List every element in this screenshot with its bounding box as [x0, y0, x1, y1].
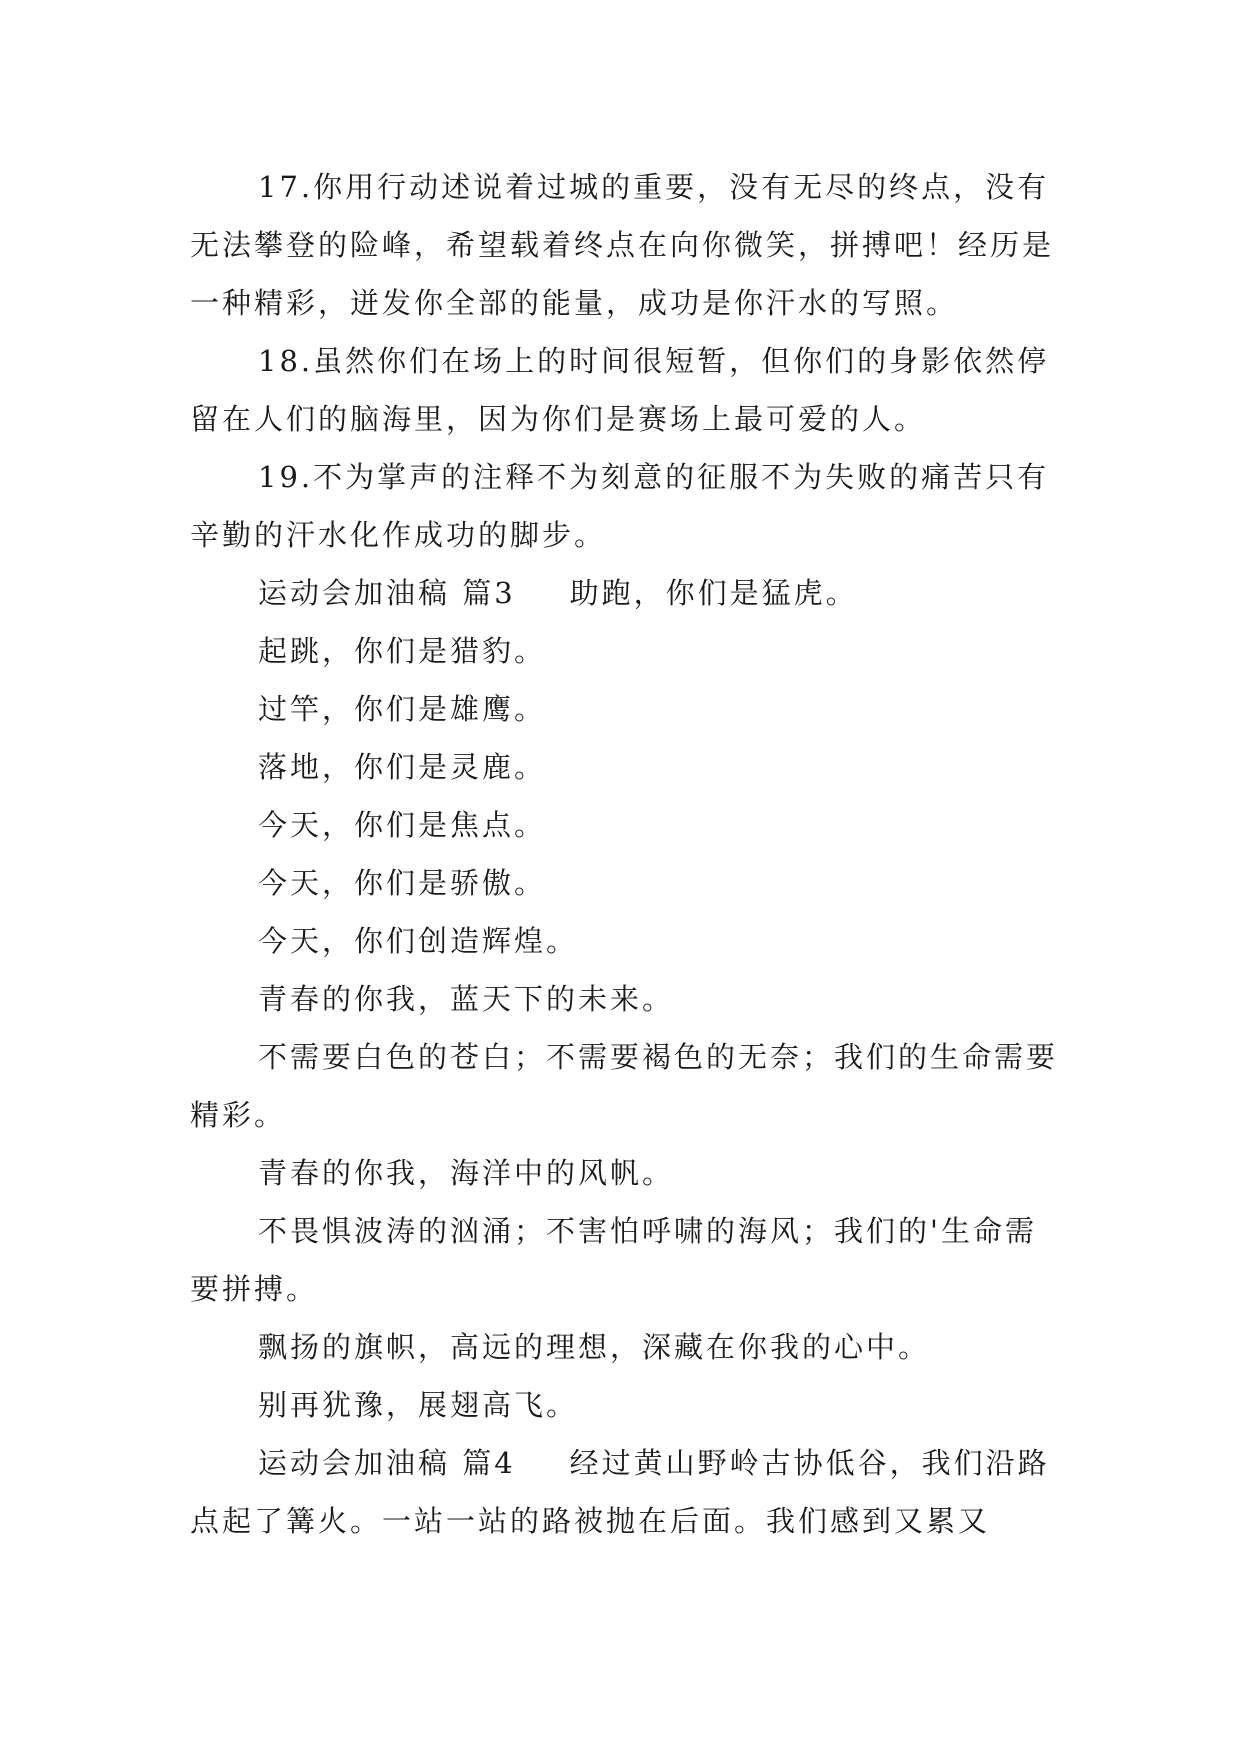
- paragraph-text: 不需要白色的苍白；不需要褐色的无奈；我们的生命需要精彩。: [190, 1040, 1059, 1132]
- paragraph-line: [190, 1318, 1060, 1376]
- paragraph-line: [190, 796, 1060, 854]
- paragraph-text: 助跑，你们是猛虎。: [569, 576, 858, 610]
- paragraph-text: 今天，你们是骄傲。: [258, 866, 547, 900]
- section-4-start: [190, 1434, 1060, 1550]
- paragraph-text: 飘扬的旗帜，高远的理想，深藏在你我的心中。: [258, 1330, 931, 1364]
- paragraph-text: 起跳，你们是猎豹。: [258, 634, 547, 668]
- paragraph-text: 青春的你我，蓝天下的未来。: [258, 982, 675, 1016]
- section-3-start: [190, 564, 1060, 622]
- paragraph-text: 19.不为掌声的注释不为刻意的征服不为失败的痛苦只有辛勤的汗水化作成功的脚步。: [190, 460, 1050, 552]
- paragraph-text: 不畏惧波涛的汹涌；不害怕呼啸的海风；我们的'生命需要拼搏。: [190, 1214, 1037, 1306]
- paragraph-19: [190, 448, 1060, 564]
- paragraph-line: [190, 1028, 1060, 1144]
- paragraph-text: 18.虽然你们在场上的时间很短暂，但你们的身影依然停留在人们的脑海里，因为你们是赛场上最可爱的人。: [190, 344, 1050, 436]
- paragraph-text: 别再犹豫，展翅高飞。: [258, 1388, 579, 1422]
- paragraph-line: [190, 1376, 1060, 1434]
- paragraph-line: [190, 738, 1060, 796]
- paragraph-line: [190, 622, 1060, 680]
- paragraph-line: [190, 1202, 1060, 1318]
- paragraph-text: 今天，你们创造辉煌。: [258, 924, 579, 958]
- paragraph-text: 经过黄山野岭古协低谷，我们沿路点起了篝火。一站一站的路被抛在后面。我们感到又累又: [190, 1446, 1050, 1538]
- paragraph-text: 今天，你们是焦点。: [258, 808, 547, 842]
- section-heading: 运动会加油稿 篇4: [258, 1446, 516, 1480]
- paragraph-18: [190, 332, 1060, 448]
- paragraph-line: [190, 1144, 1060, 1202]
- paragraph-17: [190, 158, 1060, 332]
- paragraph-text: 过竿，你们是雄鹰。: [258, 692, 547, 726]
- paragraph-line: [190, 680, 1060, 738]
- paragraph-text: 17.你用行动述说着过城的重要，没有无尽的终点，没有无法攀登的险峰，希望载着终点在向你微笑，拼搏吧！经历是一种精彩，迸发你全部的能量，成功是你汗水的写照。: [190, 170, 1055, 320]
- paragraph-text: 落地，你们是灵鹿。: [258, 750, 547, 784]
- paragraph-text: 青春的你我，海洋中的风帆。: [258, 1156, 675, 1190]
- paragraph-line: [190, 912, 1060, 970]
- paragraph-line: [190, 970, 1060, 1028]
- document-body: [190, 158, 1060, 1550]
- paragraph-line: [190, 854, 1060, 912]
- section-heading: 运动会加油稿 篇3: [258, 576, 516, 610]
